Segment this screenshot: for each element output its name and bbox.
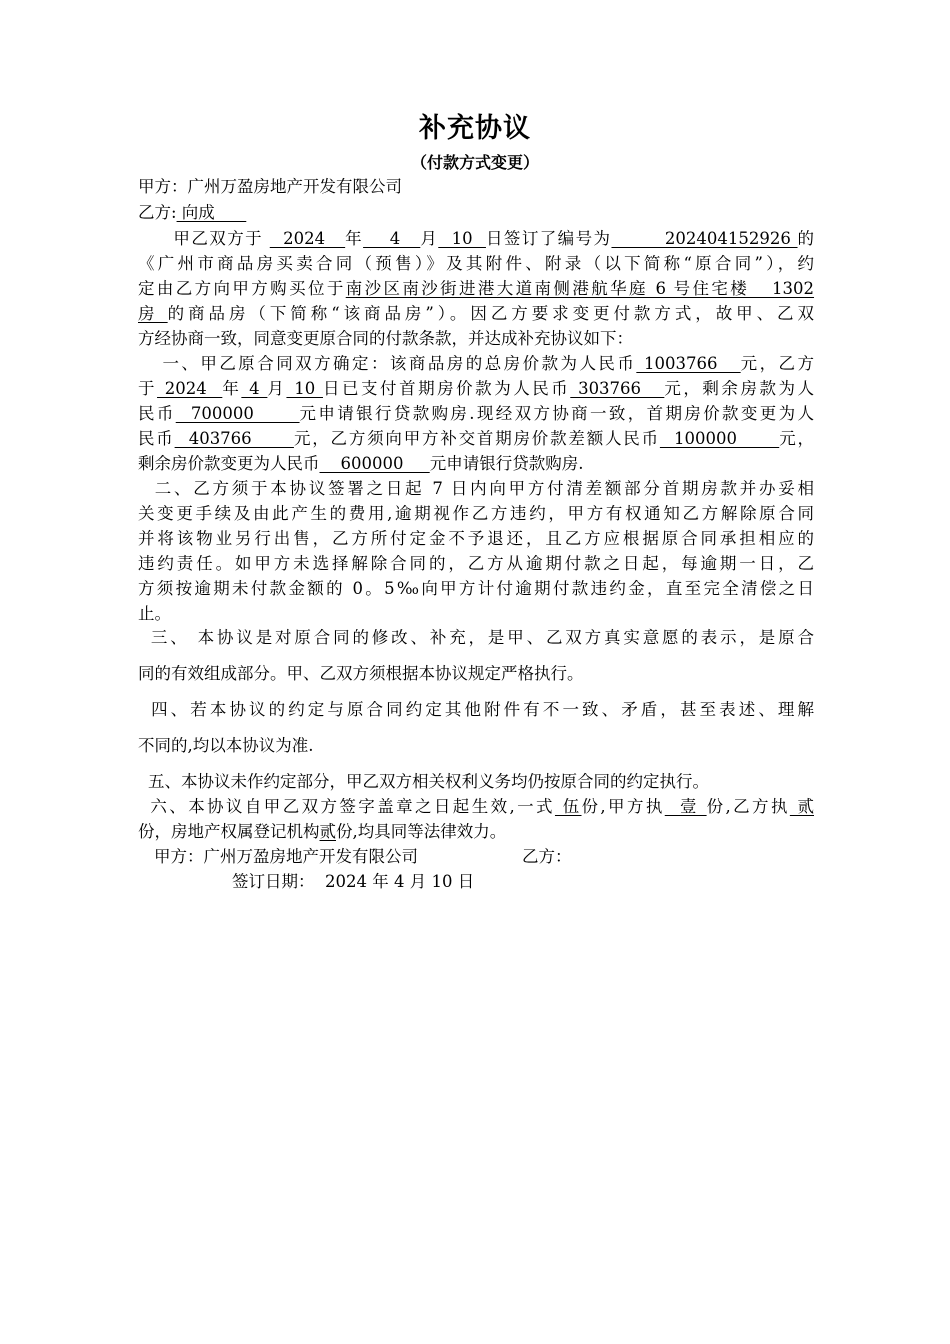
document-subtitle: （付款方式变更） xyxy=(410,153,539,172)
clause1-line-4 xyxy=(138,426,814,451)
property-address-end: 房 xyxy=(138,304,168,323)
contract-number: 202404152926 xyxy=(611,229,798,248)
property-address: 南沙区南沙街进港大道南侧港航华庭 6 号住宅楼 1302 xyxy=(345,279,815,298)
clause1-text: 元， xyxy=(779,429,815,448)
clause1-text: 日已支付首期房价款为人民币 xyxy=(322,379,571,398)
intro-text: 甲乙双方于 xyxy=(172,229,270,248)
clause1-text: 月 xyxy=(267,379,287,398)
clause4-text: 四、若本协议的约定与原合同约定其他附件有不一致、矛盾，甚至表述、理解 xyxy=(148,700,814,719)
paid-day: 10 xyxy=(286,379,323,398)
clause4-line-2: 不同的,均以本协议为准. xyxy=(138,736,314,755)
intro-text: 的 xyxy=(797,229,815,248)
original-loan: 700000 xyxy=(175,404,300,423)
intro-line-1 xyxy=(138,226,814,251)
clause6-text: 份,乙方执 xyxy=(706,797,790,816)
intro-text: 定由乙方向甲方购买位于 xyxy=(138,279,346,298)
clause1-line-3 xyxy=(138,401,814,426)
clause2-line-3: 并将该物业另行出售，乙方所付定金不予退还，且乙方应根据原合同承担相应的 xyxy=(138,529,814,548)
clause5-line xyxy=(138,769,814,794)
clause6-text: 份，房地产权属登记机构 xyxy=(138,822,320,841)
party-b-copies: 贰 xyxy=(789,797,814,816)
signature-party-b: 乙方： xyxy=(522,847,572,866)
registry-copies: 贰 xyxy=(319,822,336,841)
document-title: 补充协议 xyxy=(419,113,531,144)
clause1-text: 元，乙方须向甲方补交首期房价款差额人民币 xyxy=(293,429,660,448)
intro-line-2: 《广州市商品房买卖合同（预售）》及其附件、附录（以下简称“原合同”），约 xyxy=(138,254,814,273)
party-a-name: 广州万盈房地产开发有限公司 xyxy=(187,177,402,196)
clause1-text: 元申请银行贷款购房. xyxy=(429,454,584,473)
contract-year: 2024 xyxy=(269,229,346,248)
intro-text: 月 xyxy=(420,229,439,248)
signing-date xyxy=(232,869,632,894)
clause1-text: 元，剩余房款为人 xyxy=(664,379,815,398)
clause1-text: 民币 xyxy=(138,429,175,448)
signing-date-value: 2024 年 4 月 10 日 xyxy=(325,872,475,891)
paid-amount: 303766 xyxy=(570,379,665,398)
contract-month: 4 xyxy=(363,229,421,248)
party-b-name: 向成 xyxy=(176,203,247,222)
clause3-line-1 xyxy=(138,625,814,650)
clause6-text: 份,均具同等法律效力。 xyxy=(336,822,507,841)
clause1-text: 年 xyxy=(222,379,242,398)
paid-year: 2024 xyxy=(157,379,223,398)
clause6-line-1 xyxy=(138,794,814,819)
clause3-line-2: 同的有效组成部分。甲、乙双方须根据本协议规定严格执行。 xyxy=(138,664,584,683)
new-down-payment: 403766 xyxy=(174,429,294,448)
party-b-label: 乙方: xyxy=(138,203,177,222)
clause1-text: 元，乙方 xyxy=(740,354,815,373)
clause3-text: 三、 本协议是对原合同的修改、补充，是甲、乙双方真实意愿的表示，是原合 xyxy=(148,628,814,647)
clause1-line-1 xyxy=(138,351,814,376)
clause4-line-1 xyxy=(138,697,814,722)
party-b-line xyxy=(138,200,814,225)
signing-date-label: 签订日期： xyxy=(232,872,315,891)
clause1-text: 一、甲乙原合同双方确定：该商品房的总房价款为人民币 xyxy=(160,354,637,373)
intro-text: 年 xyxy=(345,229,364,248)
intro-line-5: 方经协商一致，同意变更原合同的付款条款，并达成补充协议如下： xyxy=(138,329,633,348)
intro-line-3 xyxy=(138,276,814,301)
clause1-text: 于 xyxy=(138,379,158,398)
clause1-text: 元申请银行贷款购房.现经双方协商一致，首期房价款变更为人 xyxy=(299,404,814,423)
intro-text: 的商品房（下简称“该商品房”）。因乙方要求变更付款方式，故甲、乙双 xyxy=(167,304,814,323)
clause2-text: 二、乙方须于本协议签署之日起 7 日内向甲方付清差额部分首期房款并办妥相 xyxy=(152,479,814,498)
party-a-label: 甲方： xyxy=(138,177,188,196)
clause6-text: 六、本协议自甲乙双方签字盖章之日起生效,一式 xyxy=(148,797,555,816)
paid-month: 4 xyxy=(241,379,268,398)
clause6-line-2 xyxy=(138,819,814,844)
clause1-text: 剩余房价款变更为人民币 xyxy=(138,454,320,473)
total-price: 1003766 xyxy=(636,354,741,373)
party-a-line xyxy=(138,174,814,199)
clause1-line-2 xyxy=(138,376,814,401)
clause2-line-1 xyxy=(138,476,814,501)
clause1-text: 民币 xyxy=(138,404,176,423)
party-a-copies: 壹 xyxy=(664,797,707,816)
intro-text: 日签订了编号为 xyxy=(485,229,612,248)
clause2-line-5: 方须按逾期未付款金额的 0。5‰向甲方计付逾期付款违约金，直至完全清偿之日 xyxy=(138,579,814,598)
clause1-line-5 xyxy=(138,451,814,476)
signature-party-a: 甲方：广州万盈房地产开发有限公司 xyxy=(154,847,418,866)
clause2-line-2: 关变更手续及由此产生的费用,逾期视作乙方违约，甲方有权通知乙方解除原合同 xyxy=(138,504,814,523)
intro-line-4 xyxy=(138,301,814,326)
clause5-text: 五、本协议未作约定部分，甲乙双方相关权利义务均仍按原合同的约定执行。 xyxy=(148,772,709,791)
clause6-text: 份,甲方执 xyxy=(581,797,665,816)
contract-day: 10 xyxy=(438,229,486,248)
clause2-line-6: 止。 xyxy=(138,604,171,623)
total-copies: 伍 xyxy=(554,797,582,816)
difference-amount: 100000 xyxy=(659,429,780,448)
clause2-line-4: 违约责任。如甲方未选择解除合同的，乙方从逾期付款之日起，每逾期一日，乙 xyxy=(138,554,814,573)
new-loan: 600000 xyxy=(319,454,430,473)
